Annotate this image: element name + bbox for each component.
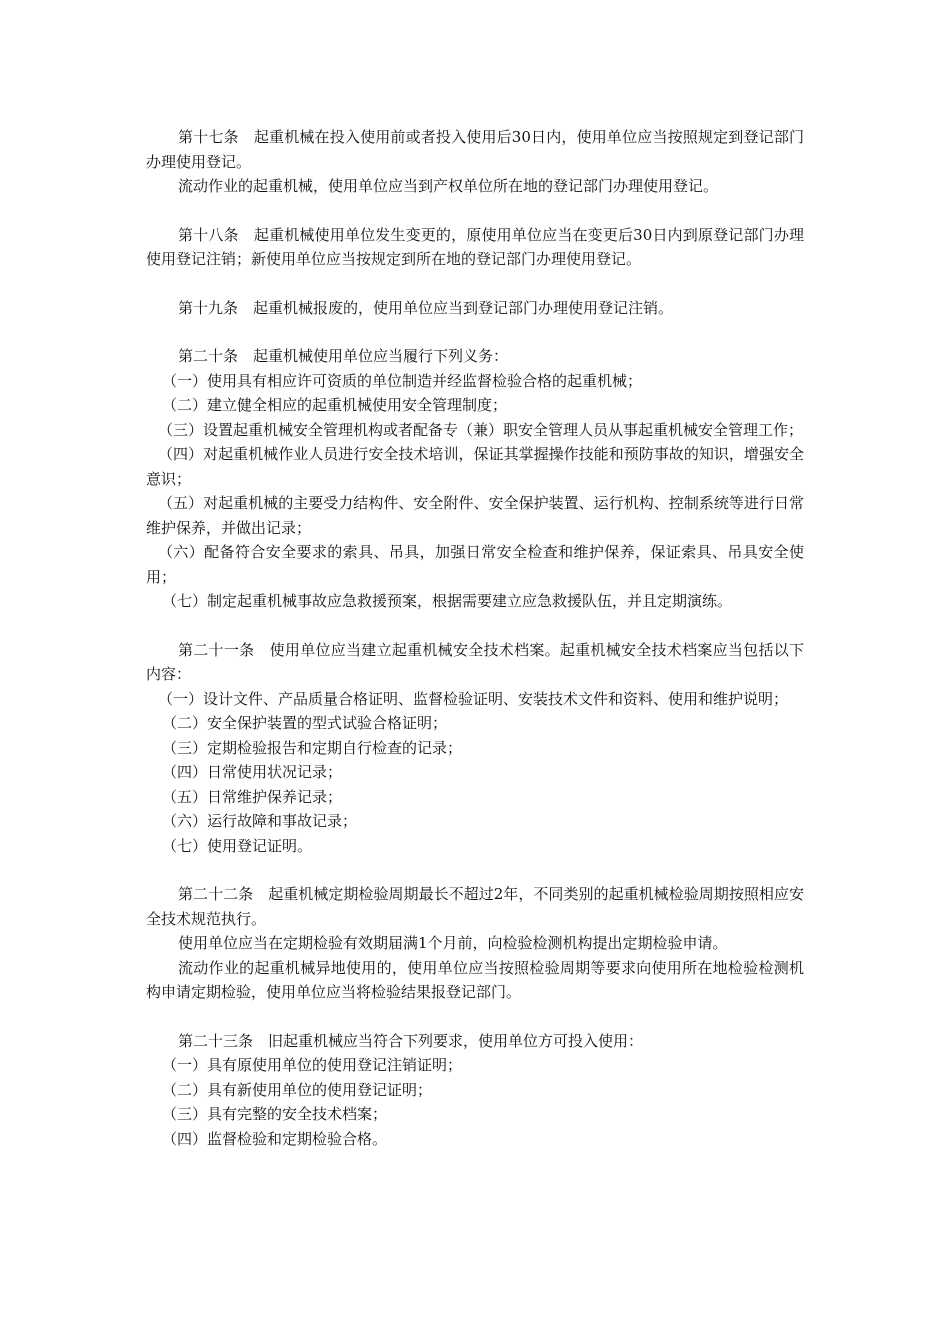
- article-20-item-6: （六）配备符合安全要求的索具、吊具，加强日常安全检查和维护保养，保证索具、吊具安全使用；: [146, 543, 804, 586]
- article-23-item-3: （三）具有完整的安全技术档案；: [162, 1105, 388, 1123]
- article-21-item-7: （七）使用登记证明。: [162, 836, 313, 855]
- article-20-item-2: （二）建立健全相应的起重机械使用安全管理制度；: [162, 396, 508, 414]
- article-23-item-4: （四）监督检验和定期检验合格。: [162, 1129, 388, 1148]
- article-20-item-7: （七）制定起重机械事故应急救援预案，根据需要建立应急救援队伍，并且定期演练。: [162, 592, 733, 610]
- article-20-item-3: （三）设置起重机械安全管理机构或者配备专（兼）职安全管理人员从事起重机械安全管理工作；: [158, 420, 804, 439]
- article-23-item-2: （二）具有新使用单位的使用登记证明；: [162, 1080, 433, 1099]
- article-22-para-2: 使用单位应当在定期检验有效期届满1个月前，向检验检测机构提出定期检验申请。: [178, 934, 728, 952]
- article-21: [146, 638, 804, 859]
- article-21-item-5: （五）日常维护保养记录；: [162, 787, 343, 806]
- article-21-item-2: （二）安全保护装置的型式试验合格证明；: [162, 714, 448, 732]
- article-23-para-1: 第二十三条 旧起重机械应当符合下列要求，使用单位方可投入使用：: [178, 1031, 644, 1050]
- article-18: [146, 223, 804, 272]
- article-17-para-1: 第十七条 起重机械在投入使用前或者投入使用后30日内，使用单位应当按照规定到登记部门办理使用登记。: [146, 128, 804, 171]
- article-20: [146, 344, 804, 614]
- article-19: [146, 296, 804, 321]
- article-21-item-1: （一）设计文件、产品质量合格证明、监督检验证明、安装技术文件和资料、使用和维护说明；: [158, 689, 789, 708]
- article-20-item-4: （四）对起重机械作业人员进行安全技术培训，保证其掌握操作技能和预防事故的知识，增强安全意识；: [146, 445, 804, 488]
- article-20-item-1: （一）使用具有相应许可资质的单位制造并经监督检验合格的起重机械；: [162, 371, 643, 390]
- article-18-para-1: 第十八条 起重机械使用单位发生变更的，原使用单位应当在变更后30日内到原登记部门办理使用登记注销；新使用单位应当按规定到所在地的登记部门办理使用登记。: [146, 225, 804, 268]
- article-22: [146, 882, 804, 1005]
- article-20-para-1: 第二十条 起重机械使用单位应当履行下列义务：: [178, 347, 509, 365]
- article-21-item-4: （四）日常使用状况记录；: [162, 763, 343, 781]
- article-23-item-1: （一）具有原使用单位的使用登记注销证明；: [162, 1056, 463, 1074]
- article-17-para-2: 流动作业的起重机械，使用单位应当到产权单位所在地的登记部门办理使用登记。: [178, 177, 719, 195]
- article-19-para-1: 第十九条 起重机械报废的，使用单位应当到登记部门办理使用登记注销。: [178, 298, 674, 317]
- article-21-item-6: （六）运行故障和事故记录；: [162, 812, 358, 830]
- article-23: [146, 1029, 804, 1152]
- article-21-para-1: 第二十一条 使用单位应当建立起重机械安全技术档案。起重机械安全技术档案应当包括以下内容：: [146, 640, 804, 683]
- article-21-item-3: （三）定期检验报告和定期自行检查的记录；: [162, 738, 463, 757]
- article-20-item-5: （五）对起重机械的主要受力结构件、安全附件、安全保护装置、运行机构、控制系统等进行日常维护保养，并做出记录；: [146, 494, 804, 537]
- article-22-para-1: 第二十二条 起重机械定期检验周期最长不超过2年，不同类别的起重机械检验周期按照相应安全技术规范执行。: [146, 885, 804, 928]
- article-22-para-3: 流动作业的起重机械异地使用的，使用单位应当按照检验周期等要求向使用所在地检验检测机构申请定期检验，使用单位应当将检验结果报登记部门。: [146, 958, 804, 1001]
- article-17: [146, 125, 804, 199]
